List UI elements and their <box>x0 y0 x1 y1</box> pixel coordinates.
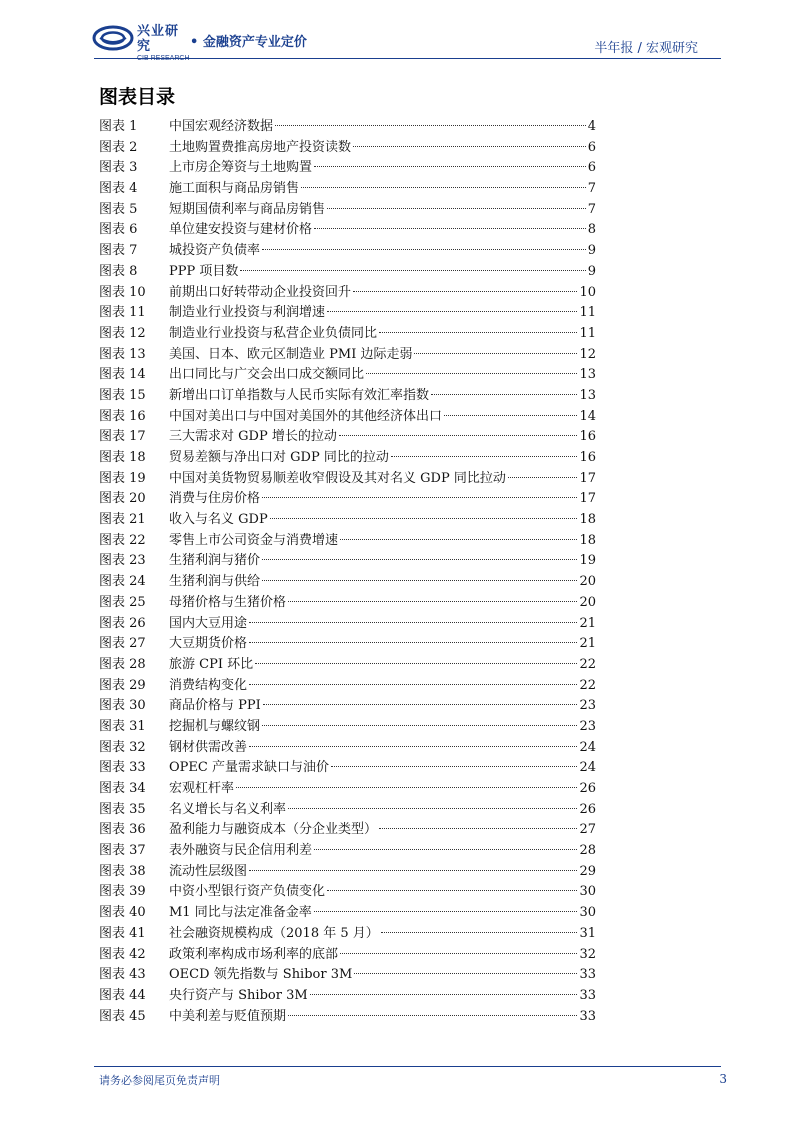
toc-entry[interactable] <box>99 696 596 717</box>
toc-entry-label: 图表 37 <box>99 843 146 859</box>
toc-entry-label: 图表 23 <box>99 553 146 569</box>
toc-entry-title: 制造业行业投资与私营企业负债同比 <box>169 325 378 341</box>
toc-entry-label: 图表 8 <box>99 263 138 279</box>
toc-entry-title: 母猪价格与生猪价格 <box>169 594 287 610</box>
toc-entry-page: 19 <box>579 553 596 569</box>
toc-dot-leader <box>240 270 585 271</box>
toc-entry-label: 图表 34 <box>99 781 146 796</box>
toc-entry-page: 12 <box>579 346 596 362</box>
toc-entry-label: 图表 24 <box>99 574 146 590</box>
toc-entry-title: 旅游 CPI 环比 <box>169 656 254 672</box>
toc-entry-page: 21 <box>579 615 596 631</box>
toc-entry-title: 政策利率构成市场利率的底部 <box>169 946 339 962</box>
toc-entry-title: 生猪利润与猪价 <box>169 553 261 569</box>
toc-entry-label: 图表 31 <box>99 718 146 734</box>
toc-entry-page: 26 <box>579 801 596 817</box>
toc-entry[interactable] <box>99 200 596 221</box>
toc-entry[interactable] <box>99 614 596 635</box>
toc-entry-title: OPEC 产量需求缺口与油价 <box>169 760 329 776</box>
toc-entry-page: 7 <box>587 201 596 217</box>
toc-entry-title: 中国对美出口与中国对美国外的其他经济体出口 <box>169 408 443 424</box>
toc-entry-page: 21 <box>579 636 596 652</box>
toc-entry-page: 11 <box>579 305 596 321</box>
toc-entry[interactable] <box>99 158 596 179</box>
toc-entry-title: 美国、日本、欧元区制造业 PMI 边际走弱 <box>169 346 413 362</box>
toc-entry-label: 图表 18 <box>99 450 146 465</box>
toc-entry-label: 图表 14 <box>99 367 146 383</box>
toc-dot-leader <box>327 890 577 891</box>
toc-entry-title: 中国对美货物贸易顺差收窄假设及其对名义 GDP 同比拉动 <box>169 470 506 486</box>
toc-entry-page: 26 <box>579 781 596 796</box>
toc-entry[interactable] <box>99 572 596 593</box>
toc-entry[interactable] <box>99 903 596 924</box>
toc-entry-label: 图表 17 <box>99 429 146 445</box>
toc-entry-title: 单位建安投资与建材价格 <box>169 222 313 238</box>
toc-entry-title: 商品价格与 PPI <box>169 698 261 714</box>
toc-entry-label: 图表 30 <box>99 698 146 714</box>
toc-entry[interactable] <box>99 779 596 800</box>
toc-dot-leader <box>339 435 578 436</box>
toc-dot-leader <box>366 373 577 374</box>
toc-entry-title: 新增出口订单指数与人民币实际有效汇率指数 <box>169 387 430 403</box>
toc-entry-page: 33 <box>579 987 596 1003</box>
toc-entry-page: 27 <box>579 822 596 838</box>
toc-dot-leader <box>249 746 577 747</box>
toc-dot-leader <box>353 291 577 292</box>
toc-entry[interactable] <box>99 448 596 469</box>
toc-dot-leader <box>354 973 577 974</box>
toc-entry-title: 社会融资规模构成（2018 年 5 月） <box>169 925 379 941</box>
toc-dot-leader <box>275 125 586 126</box>
toc-dot-leader <box>379 828 577 829</box>
toc-entry-page: 16 <box>579 429 596 445</box>
toc-entry-page: 33 <box>579 1008 596 1024</box>
toc-dot-leader <box>255 663 577 664</box>
toc-dot-leader <box>288 1015 577 1016</box>
toc-entry-page: 29 <box>579 863 596 879</box>
toc-dot-leader <box>262 559 577 560</box>
toc-entry[interactable] <box>99 862 596 883</box>
toc-entry-label: 图表 7 <box>99 243 138 259</box>
toc-entry-title: 盈利能力与融资成本（分企业类型） <box>169 822 378 838</box>
toc-entry-title: OECD 领先指数与 Shibor 3M <box>169 967 353 983</box>
toc-entry[interactable] <box>99 800 596 821</box>
toc-entry[interactable] <box>99 510 596 531</box>
toc-dot-leader <box>301 187 586 188</box>
toc-entry-page: 32 <box>579 946 596 962</box>
toc-entry[interactable] <box>99 738 596 759</box>
toc-entry-page: 24 <box>579 739 596 755</box>
toc-entry-label: 图表 1 <box>99 119 138 134</box>
toc-entry[interactable] <box>99 924 596 945</box>
toc-dot-leader <box>249 870 577 871</box>
toc-entry[interactable] <box>99 365 596 386</box>
toc-entry-title: 国内大豆用途 <box>169 615 248 631</box>
toc-dot-leader <box>270 518 578 519</box>
cib-logo-icon <box>92 24 134 52</box>
toc-dot-leader <box>414 353 577 354</box>
toc-entry-page: 22 <box>579 677 596 693</box>
toc-entry-label: 图表 32 <box>99 739 146 755</box>
toc-entry[interactable] <box>99 593 596 614</box>
toc-entry-label: 图表 10 <box>99 284 146 300</box>
toc-entry-label: 图表 25 <box>99 594 146 610</box>
toc-entry-label: 图表 29 <box>99 677 146 693</box>
toc-entry[interactable] <box>99 965 596 986</box>
toc-entry-label: 图表 26 <box>99 615 146 631</box>
toc-entry-label: 图表 4 <box>99 181 138 197</box>
toc-entry-page: 8 <box>587 222 596 238</box>
toc-entry-page: 13 <box>579 387 596 403</box>
toc-dot-leader <box>249 622 577 623</box>
toc-entry[interactable] <box>99 138 596 159</box>
toc-entry-page: 17 <box>579 470 596 486</box>
toc-entry-label: 图表 40 <box>99 905 146 921</box>
toc-entry-title: 央行资产与 Shibor 3M <box>169 987 308 1003</box>
toc-dot-leader <box>508 477 578 478</box>
toc-entry[interactable] <box>99 841 596 862</box>
toc-entry[interactable] <box>99 986 596 1007</box>
toc-entry[interactable] <box>99 179 596 200</box>
toc-entry[interactable] <box>99 324 596 345</box>
toc-entry-page: 18 <box>579 532 596 548</box>
toc-entry[interactable] <box>99 345 596 366</box>
toc-dot-leader <box>262 249 586 250</box>
toc-dot-leader <box>331 766 577 767</box>
toc-entry-label: 图表 20 <box>99 491 146 507</box>
toc-entry-title: M1 同比与法定准备金率 <box>169 905 312 921</box>
toc-entry-label: 图表 11 <box>99 305 146 321</box>
report-type: 半年报 / 宏观研究 <box>594 41 698 56</box>
toc-entry-page: 6 <box>587 160 596 176</box>
toc-entry-title: 短期国债利率与商品房销售 <box>169 201 326 217</box>
toc-dot-leader <box>262 497 577 498</box>
toc-entry-title: 宏观杠杆率 <box>169 781 235 796</box>
toc-entry[interactable] <box>99 117 596 138</box>
toc-entry-title: 大豆期货价格 <box>169 636 248 652</box>
toc-dot-leader <box>379 332 577 333</box>
disclaimer-note: 请务必参阅尾页免责声明 <box>99 1074 220 1087</box>
toc-dot-leader <box>381 932 578 933</box>
toc-entry-title: 消费结构变化 <box>169 677 248 693</box>
toc-entry[interactable] <box>99 758 596 779</box>
toc-entry-label: 图表 2 <box>99 139 138 155</box>
toc-entry[interactable] <box>99 882 596 903</box>
toc-entry-title: 流动性层级图 <box>169 863 248 879</box>
toc-entry[interactable] <box>99 386 596 407</box>
toc-dot-leader <box>431 394 577 395</box>
toc-dot-leader <box>353 146 586 147</box>
toc-entry-title: 三大需求对 GDP 增长的拉动 <box>169 429 337 445</box>
toc-entry-title: 施工面积与商品房销售 <box>169 181 300 197</box>
toc-dot-leader <box>340 539 577 540</box>
toc-entry-label: 图表 5 <box>99 201 138 217</box>
toc-entry-label: 图表 3 <box>99 160 138 176</box>
toc-entry-page: 33 <box>579 967 596 983</box>
toc-entry-page: 20 <box>579 594 596 610</box>
toc-entry-page: 6 <box>587 139 596 155</box>
footer-divider <box>94 1066 721 1067</box>
toc-entry-title: 土地购置费推高房地产投资读数 <box>169 139 352 155</box>
toc-entry[interactable] <box>99 407 596 428</box>
toc-entry-label: 图表 42 <box>99 946 146 962</box>
toc-entry-page: 16 <box>579 450 596 465</box>
toc-dot-leader <box>340 953 577 954</box>
toc-entry-label: 图表 6 <box>99 222 138 238</box>
toc-dot-leader <box>314 849 577 850</box>
toc-entry-label: 图表 13 <box>99 346 146 362</box>
toc-entry[interactable] <box>99 655 596 676</box>
toc-entry[interactable] <box>99 220 596 241</box>
toc-entry-title: 消费与住房价格 <box>169 491 261 507</box>
toc-dot-leader <box>249 642 577 643</box>
toc-entry-label: 图表 28 <box>99 656 146 672</box>
toc-dot-leader <box>263 704 578 705</box>
toc-entry-label: 图表 43 <box>99 967 146 983</box>
toc-entry-title: 出口同比与广交会出口成交额同比 <box>169 367 365 383</box>
toc-entry-label: 图表 38 <box>99 863 146 879</box>
toc-dot-leader <box>327 208 586 209</box>
toc-entry-title: 收入与名义 GDP <box>169 512 268 528</box>
toc-entry-page: 10 <box>579 284 596 300</box>
toc-entry-label: 图表 16 <box>99 408 146 424</box>
toc-entry-page: 4 <box>587 119 596 134</box>
toc-dot-leader <box>314 228 586 229</box>
toc-entry[interactable] <box>99 820 596 841</box>
toc-entry-page: 7 <box>587 181 596 197</box>
toc-entry-label: 图表 15 <box>99 387 146 403</box>
toc-entry-label: 图表 22 <box>99 532 146 548</box>
toc-entry-label: 图表 12 <box>99 325 146 341</box>
toc-entry-page: 28 <box>579 843 596 859</box>
toc-entry[interactable] <box>99 469 596 490</box>
toc-entry[interactable] <box>99 283 596 304</box>
toc-dot-leader <box>262 725 577 726</box>
brand-name-cn: 兴业研究 <box>137 24 180 54</box>
toc-entry-page: 14 <box>579 408 596 424</box>
toc-entry-label: 图表 33 <box>99 760 146 776</box>
toc-entry-label: 图表 19 <box>99 470 146 486</box>
toc-entry-title: 钢材供需改善 <box>169 739 248 755</box>
toc-entry-title: 零售上市公司资金与消费增速 <box>169 532 339 548</box>
toc-entry-title: 名义增长与名义利率 <box>169 801 287 817</box>
toc-entry[interactable] <box>99 634 596 655</box>
header-divider <box>94 58 721 59</box>
toc-dot-leader <box>444 415 577 416</box>
toc-entry[interactable] <box>99 717 596 738</box>
toc-entry[interactable] <box>99 303 596 324</box>
toc-entry[interactable] <box>99 676 596 697</box>
toc-dot-leader <box>288 601 577 602</box>
toc-entry-label: 图表 27 <box>99 636 146 652</box>
toc-entry-title: 挖掘机与螺纹钢 <box>169 718 261 734</box>
toc-entry-page: 20 <box>579 574 596 590</box>
toc-entry-label: 图表 39 <box>99 884 146 900</box>
toc-entry-title: PPP 项目数 <box>169 263 239 279</box>
toc-entry-page: 23 <box>579 698 596 714</box>
toc-entry-label: 图表 41 <box>99 925 146 941</box>
figure-toc-list <box>99 117 596 1027</box>
toc-entry-title: 制造业行业投资与利润增速 <box>169 305 326 321</box>
toc-entry-title: 城投资产负债率 <box>169 243 261 259</box>
toc-dot-leader <box>249 684 577 685</box>
toc-entry-page: 30 <box>579 905 596 921</box>
toc-entry-title: 贸易差额与净出口对 GDP 同比的拉动 <box>169 450 389 465</box>
toc-entry-label: 图表 44 <box>99 987 146 1003</box>
toc-entry-label: 图表 36 <box>99 822 146 838</box>
toc-entry-page: 9 <box>587 243 596 259</box>
page-header <box>0 0 793 62</box>
toc-dot-leader <box>314 911 578 912</box>
toc-entry-page: 18 <box>579 512 596 528</box>
toc-entry-page: 24 <box>579 760 596 776</box>
toc-entry-page: 13 <box>579 367 596 383</box>
toc-entry-title: 前期出口好转带动企业投资回升 <box>169 284 352 300</box>
toc-dot-leader <box>310 994 578 995</box>
toc-entry[interactable] <box>99 262 596 283</box>
toc-entry[interactable] <box>99 1007 596 1028</box>
toc-entry-title: 生猪利润与供给 <box>169 574 261 590</box>
toc-entry-title: 中美利差与贬值预期 <box>169 1008 287 1024</box>
toc-dot-leader <box>314 166 586 167</box>
toc-entry-title: 中资小型银行资产负债变化 <box>169 884 326 900</box>
toc-entry-page: 30 <box>579 884 596 900</box>
toc-entry-label: 图表 45 <box>99 1008 146 1024</box>
toc-entry-title: 中国宏观经济数据 <box>169 119 274 134</box>
toc-title: 图表目录 <box>99 86 176 108</box>
toc-entry-page: 17 <box>579 491 596 507</box>
toc-entry-label: 图表 21 <box>99 512 146 528</box>
toc-dot-leader <box>288 808 577 809</box>
toc-entry-title: 上市房企筹资与土地购置 <box>169 160 313 176</box>
toc-entry[interactable] <box>99 531 596 552</box>
toc-entry[interactable] <box>99 427 596 448</box>
toc-entry-title: 表外融资与民企信用利差 <box>169 843 313 859</box>
toc-entry-page: 31 <box>579 925 596 941</box>
toc-dot-leader <box>327 311 577 312</box>
toc-dot-leader <box>391 456 578 457</box>
brand-slogan: • 金融资产专业定价 <box>190 35 307 50</box>
toc-entry[interactable] <box>99 489 596 510</box>
toc-entry-label: 图表 35 <box>99 801 146 817</box>
toc-entry[interactable] <box>99 241 596 262</box>
toc-entry-page: 23 <box>579 718 596 734</box>
toc-entry-page: 22 <box>579 656 596 672</box>
toc-entry[interactable] <box>99 551 596 572</box>
toc-dot-leader <box>236 787 577 788</box>
page-number: 3 <box>719 1072 727 1086</box>
toc-entry-page: 11 <box>579 325 596 341</box>
toc-entry[interactable] <box>99 945 596 966</box>
toc-entry-page: 9 <box>587 263 596 279</box>
toc-dot-leader <box>262 580 577 581</box>
